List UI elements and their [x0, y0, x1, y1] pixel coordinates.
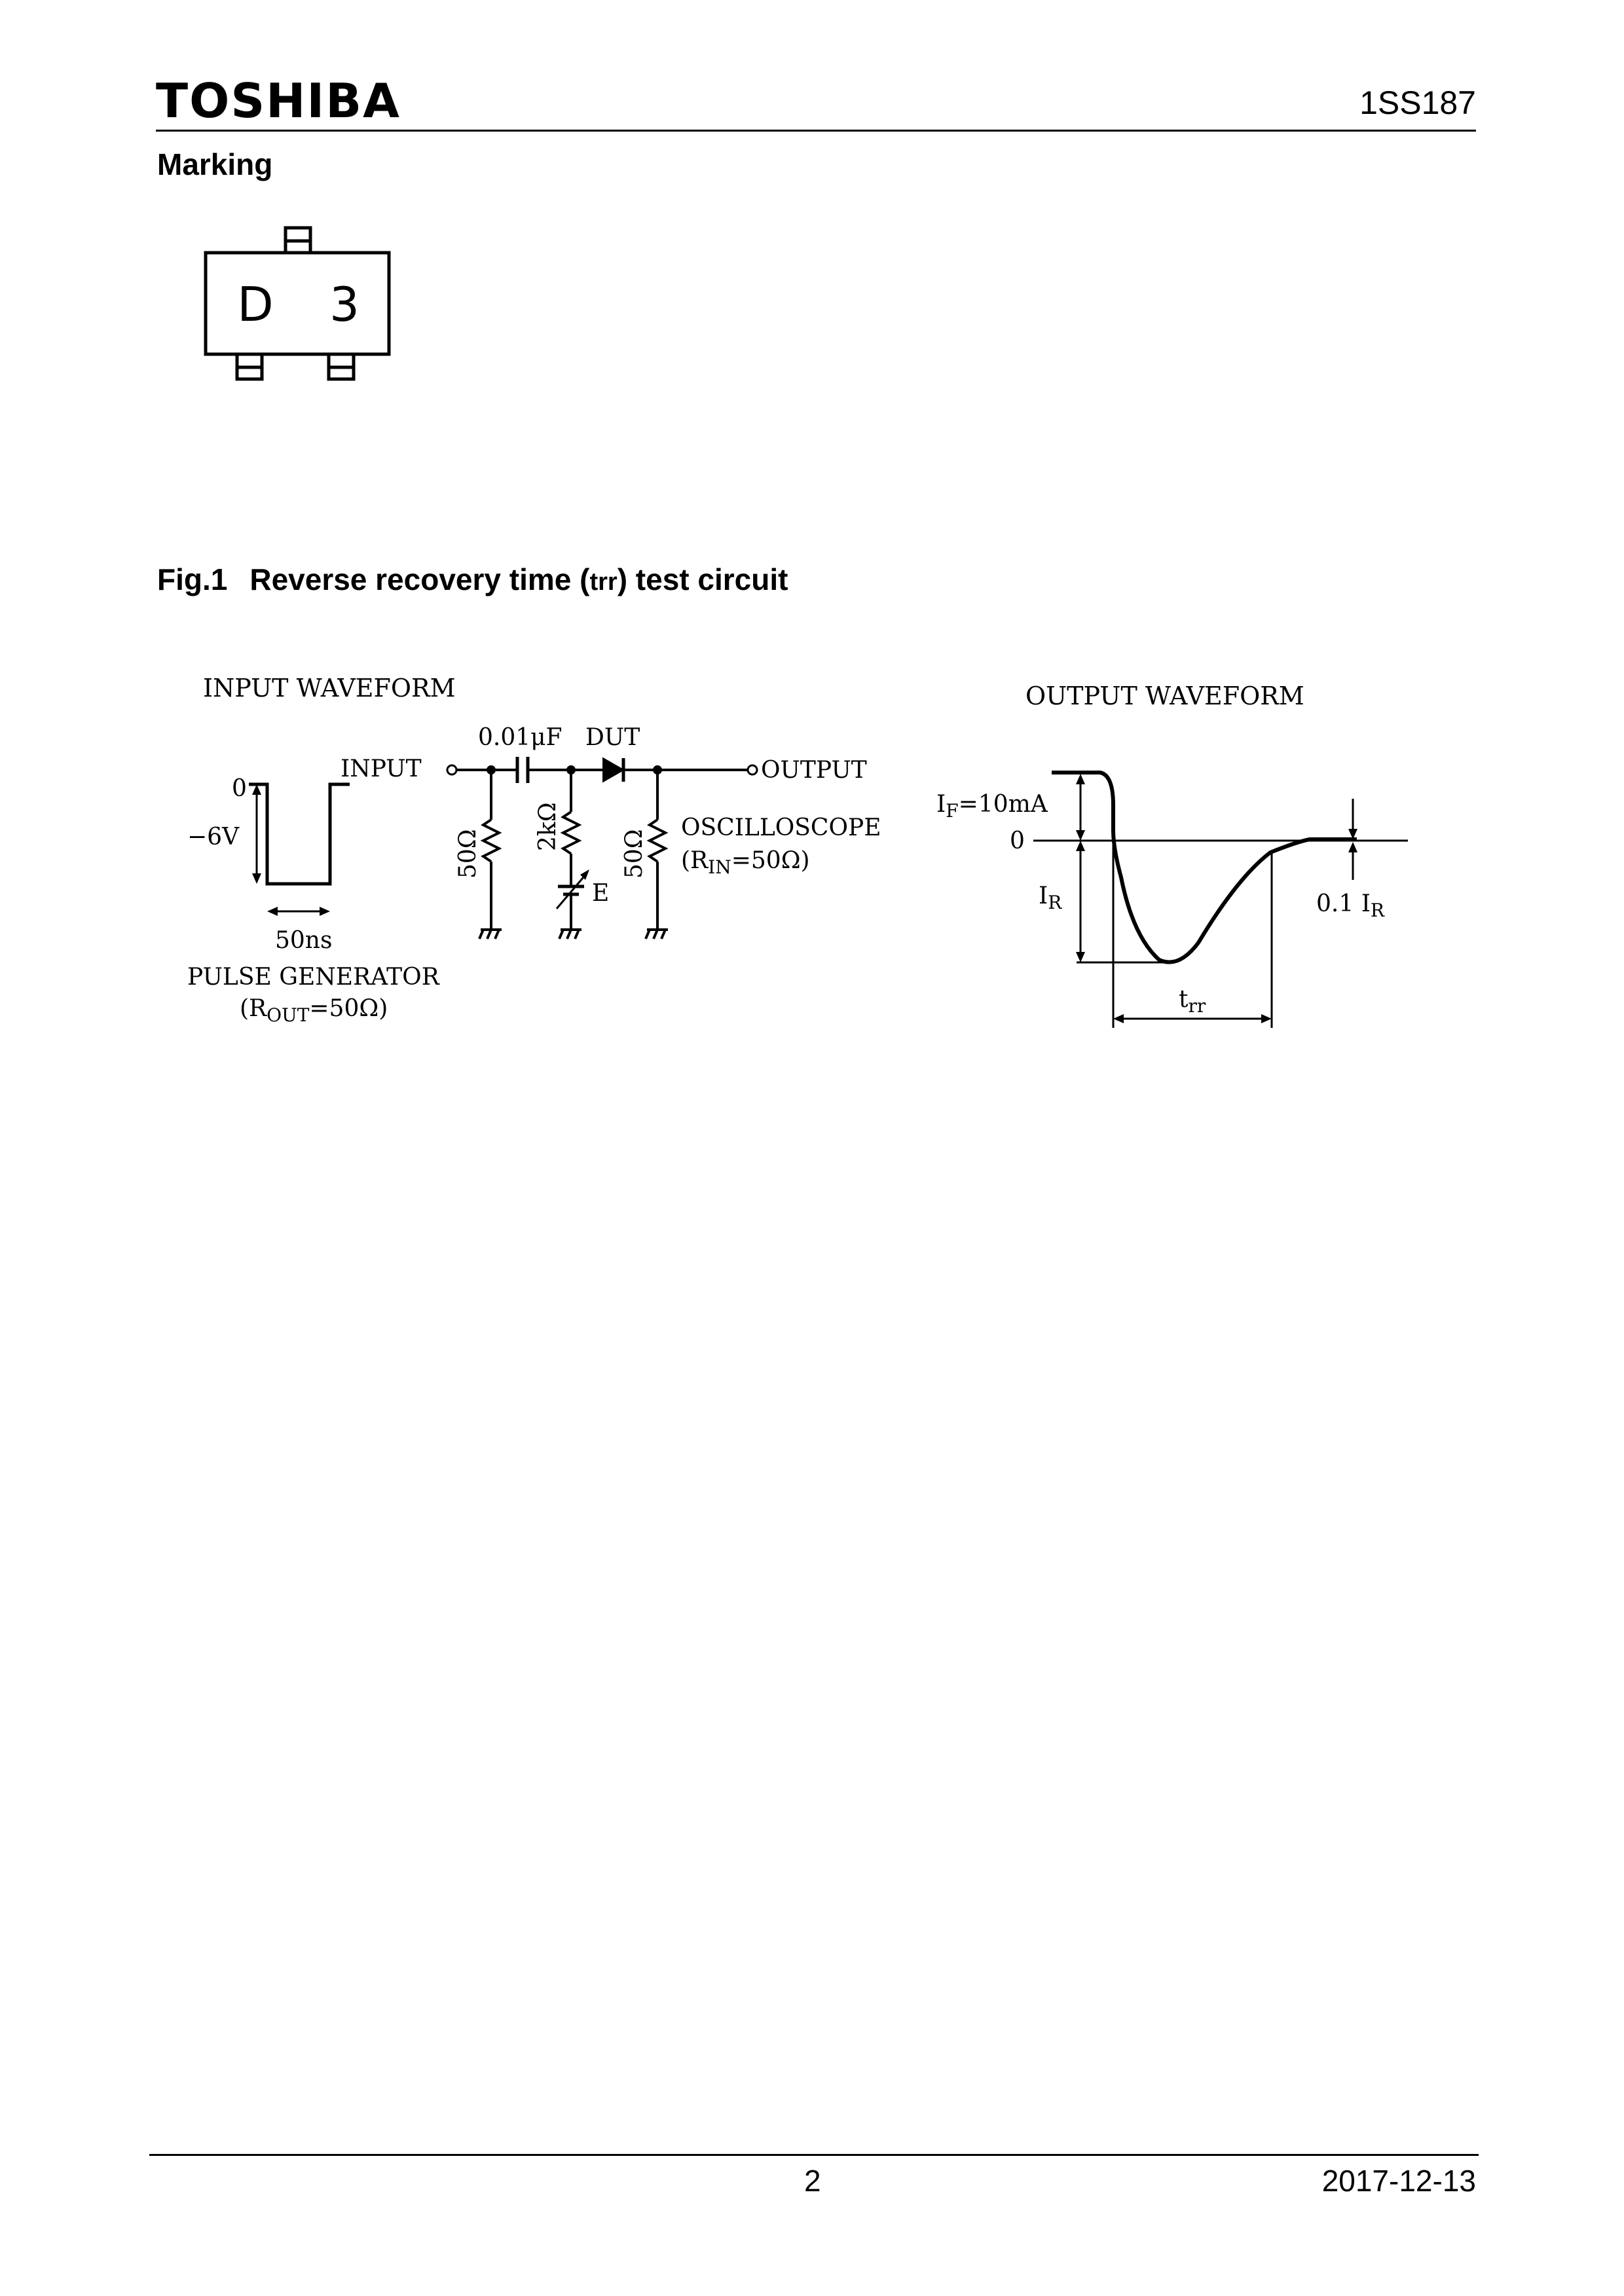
source-e-label: E	[592, 880, 610, 907]
output-waveform-label: OUTPUT WAVEFORM	[1025, 682, 1304, 710]
tenth-ir-label: 0.1 $I_R$	[1316, 890, 1385, 921]
input-zero-label: 0	[232, 775, 247, 802]
toshiba-logo: TOSHIBA	[156, 73, 401, 128]
trr-label: $t_{rr}$	[1179, 986, 1206, 1017]
if-label: $I_F=10mA$	[936, 791, 1048, 822]
figure-number: Fig.1	[157, 562, 228, 596]
oscilloscope-label: OSCILLOSCOPE	[681, 814, 881, 841]
rin-label: $(R_{IN}=50\Omega)$	[681, 847, 810, 878]
page-number: 2	[804, 2164, 821, 2198]
r1-label: 50Ω	[454, 829, 481, 879]
input-label: INPUT	[341, 756, 422, 782]
marking-heading: Marking	[157, 147, 273, 181]
neg-voltage-label: −6V	[187, 824, 240, 850]
footer-rule	[149, 2154, 1479, 2156]
figure-heading	[157, 564, 788, 594]
input-pulse-waveform	[249, 784, 350, 916]
test-circuit-wiring	[447, 757, 757, 939]
part-number: 1SS187	[1359, 84, 1476, 121]
figure-title-post: ) test circuit	[617, 562, 788, 596]
input-waveform-label: INPUT WAVEFORM	[203, 674, 456, 702]
output-label: OUTPUT	[761, 757, 867, 784]
figure-title-symbol: trr	[589, 568, 618, 596]
figure-title-pre: Reverse recovery time (	[249, 562, 590, 596]
r3-label: 50Ω	[621, 829, 648, 879]
ir-label: $I_R$	[1039, 883, 1062, 913]
marking-code-right: 3	[329, 277, 360, 332]
marking-package	[206, 228, 389, 379]
r2-label: 2kΩ	[534, 802, 561, 851]
dut-label: DUT	[585, 724, 640, 751]
rout-label: $(R_{OUT}=50\Omega)$	[240, 995, 388, 1026]
pulse-width-label: 50ns	[275, 927, 333, 954]
document-date: 2017-12-13	[1321, 2164, 1476, 2198]
pulse-generator-label: PULSE GENERATOR	[187, 964, 439, 991]
output-zero-label: 0	[1010, 828, 1025, 854]
capacitor-label: 0.01μF	[478, 724, 563, 751]
marking-code-left: D	[237, 277, 274, 332]
